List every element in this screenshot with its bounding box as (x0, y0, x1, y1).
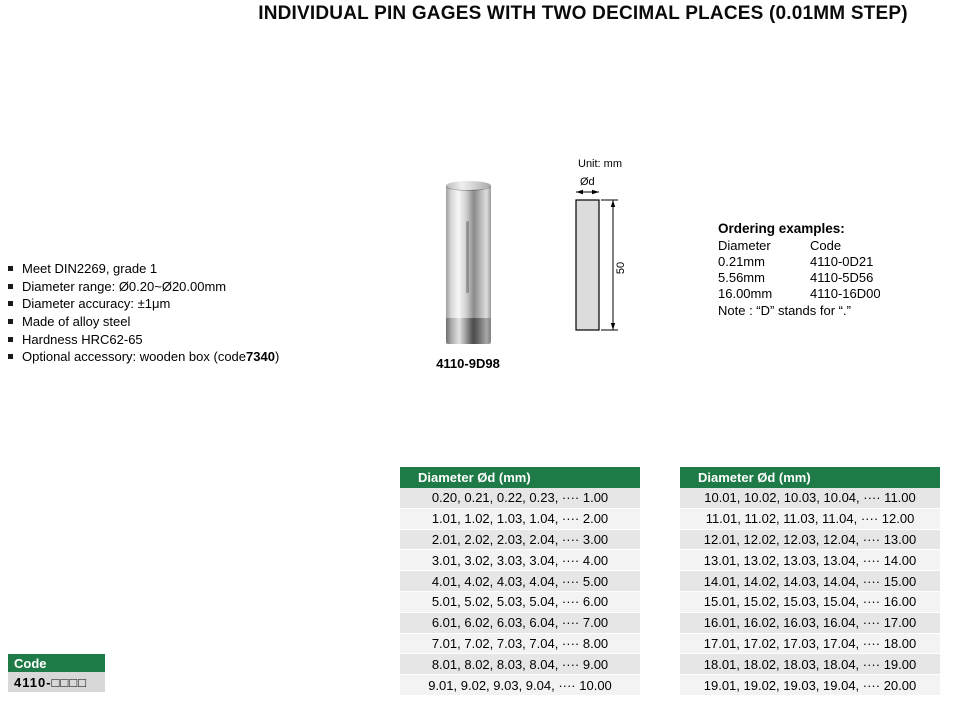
bullet-square-icon (8, 319, 13, 324)
feature-text: Hardness HRC62-65 (22, 331, 143, 347)
table-row: 9.01, 9.02, 9.03, 9.04, ···· 10.00 (400, 675, 640, 696)
feature-item (8, 313, 388, 331)
table-row: 11.01, 11.02, 11.03, 11.04, ···· 12.00 (680, 509, 940, 530)
dimension-diagram (552, 155, 647, 350)
table-row: 2.01, 2.02, 2.03, 2.04, ···· 3.00 (400, 530, 640, 551)
arrowhead-left-icon (576, 190, 583, 194)
ordering-column-headers (718, 237, 948, 253)
bullet-square-icon (8, 301, 13, 306)
table-row: 7.01, 7.02, 7.03, 7.04, ···· 8.00 (400, 634, 640, 655)
table-header: Diameter Ød (mm) (400, 467, 640, 488)
bullet-square-icon (8, 284, 13, 289)
table-row: 14.01, 14.02, 14.03, 14.04, ···· 15.00 (680, 571, 940, 592)
pin-top-face (446, 181, 491, 190)
page-title: INDIVIDUAL PIN GAGES WITH TWO DECIMAL PLACES (0.01MM STEP) (258, 3, 908, 24)
feature-text: Diameter range: Ø0.20~Ø20.00mm (22, 278, 227, 294)
ordering-code: 4110-16D00 (810, 285, 881, 301)
ordering-row (718, 253, 948, 269)
table-row: 3.01, 3.02, 3.03, 3.04, ···· 4.00 (400, 550, 640, 571)
ordering-code: 4110-5D56 (810, 269, 874, 285)
feature-text: Made of alloy steel (22, 314, 131, 330)
table-row: 4.01, 4.02, 4.03, 4.04, ···· 5.00 (400, 571, 640, 592)
pin-body (446, 185, 491, 344)
table-row: 1.01, 1.02, 1.03, 1.04, ···· 2.00 (400, 509, 640, 530)
pin-gage-image (446, 181, 491, 344)
feature-item (8, 330, 388, 348)
feature-item (8, 295, 388, 313)
table-row: 0.20, 0.21, 0.22, 0.23, ···· 1.00 (400, 488, 640, 509)
ordering-note: Note : “D” stands for “.” (718, 302, 851, 318)
ordering-diameter: 0.21mm (718, 253, 765, 269)
table-row: 18.01, 18.02, 18.03, 18.04, ···· 19.00 (680, 654, 940, 675)
code-block (8, 654, 105, 692)
feature-list (8, 260, 388, 366)
code-block-header: Code (8, 654, 105, 672)
table-row: 8.01, 8.02, 8.03, 8.04, ···· 9.00 (400, 654, 640, 675)
table-row: 16.01, 16.02, 16.03, 16.04, ···· 17.00 (680, 613, 940, 634)
table-row: 6.01, 6.02, 6.03, 6.04, ···· 7.00 (400, 613, 640, 634)
ordering-title: Ordering examples: (718, 221, 845, 236)
table-header: Diameter Ød (mm) (680, 467, 940, 488)
bullet-square-icon (8, 354, 13, 359)
ordering-row (718, 285, 948, 301)
product-model-label: 4110-9D98 (436, 356, 500, 371)
bullet-square-icon (8, 266, 13, 271)
table-row: 17.01, 17.02, 17.03, 17.04, ···· 18.00 (680, 634, 940, 655)
diameter-dim-label: Ød (580, 176, 595, 188)
accessory-code: 7340 (246, 349, 275, 365)
feature-item (8, 260, 388, 278)
arrowhead-down-icon (611, 323, 615, 330)
unit-label: Unit: mm (578, 158, 622, 170)
table-row: 12.01, 12.02, 12.03, 12.04, ···· 13.00 (680, 530, 940, 551)
feature-text: Optional accessory: wooden box (code (22, 349, 247, 365)
diameter-table-left (400, 467, 640, 696)
arrowhead-up-icon (611, 200, 615, 207)
table-row: 15.01, 15.02, 15.03, 15.04, ···· 16.00 (680, 592, 940, 613)
ordering-diameter: 5.56mm (718, 269, 765, 285)
diameter-column-header: Diameter (718, 237, 771, 253)
bullet-square-icon (8, 337, 13, 342)
pin-side-view-rect (576, 200, 599, 330)
feature-text: Meet DIN2269, grade 1 (22, 261, 158, 277)
ordering-code: 4110-0D21 (810, 253, 874, 269)
ordering-diameter: 16.00mm (718, 285, 773, 301)
arrowhead-right-icon (592, 190, 599, 194)
table-row: 19.01, 19.02, 19.03, 19.04, ···· 20.00 (680, 675, 940, 696)
pin-shadow-band (446, 318, 491, 344)
table-row: 5.01, 5.02, 5.03, 5.04, ···· 6.00 (400, 592, 640, 613)
ordering-examples (718, 221, 948, 318)
diameter-table-right (680, 467, 940, 696)
pin-engraving-mark (466, 221, 469, 293)
feature-item (8, 278, 388, 296)
table-row: 10.01, 10.02, 10.03, 10.04, ···· 11.00 (680, 488, 940, 509)
feature-text: Diameter accuracy: ±1μm (22, 296, 171, 312)
table-row: 13.01, 13.02, 13.03, 13.04, ···· 14.00 (680, 550, 940, 571)
feature-text-suffix: ) (274, 349, 280, 365)
ordering-row (718, 269, 948, 285)
code-block-value: 4110-□□□□ (8, 672, 105, 692)
code-column-header: Code (810, 237, 842, 253)
feature-item-optional-accessory (8, 348, 388, 366)
length-dim-label: 50 (615, 261, 627, 275)
